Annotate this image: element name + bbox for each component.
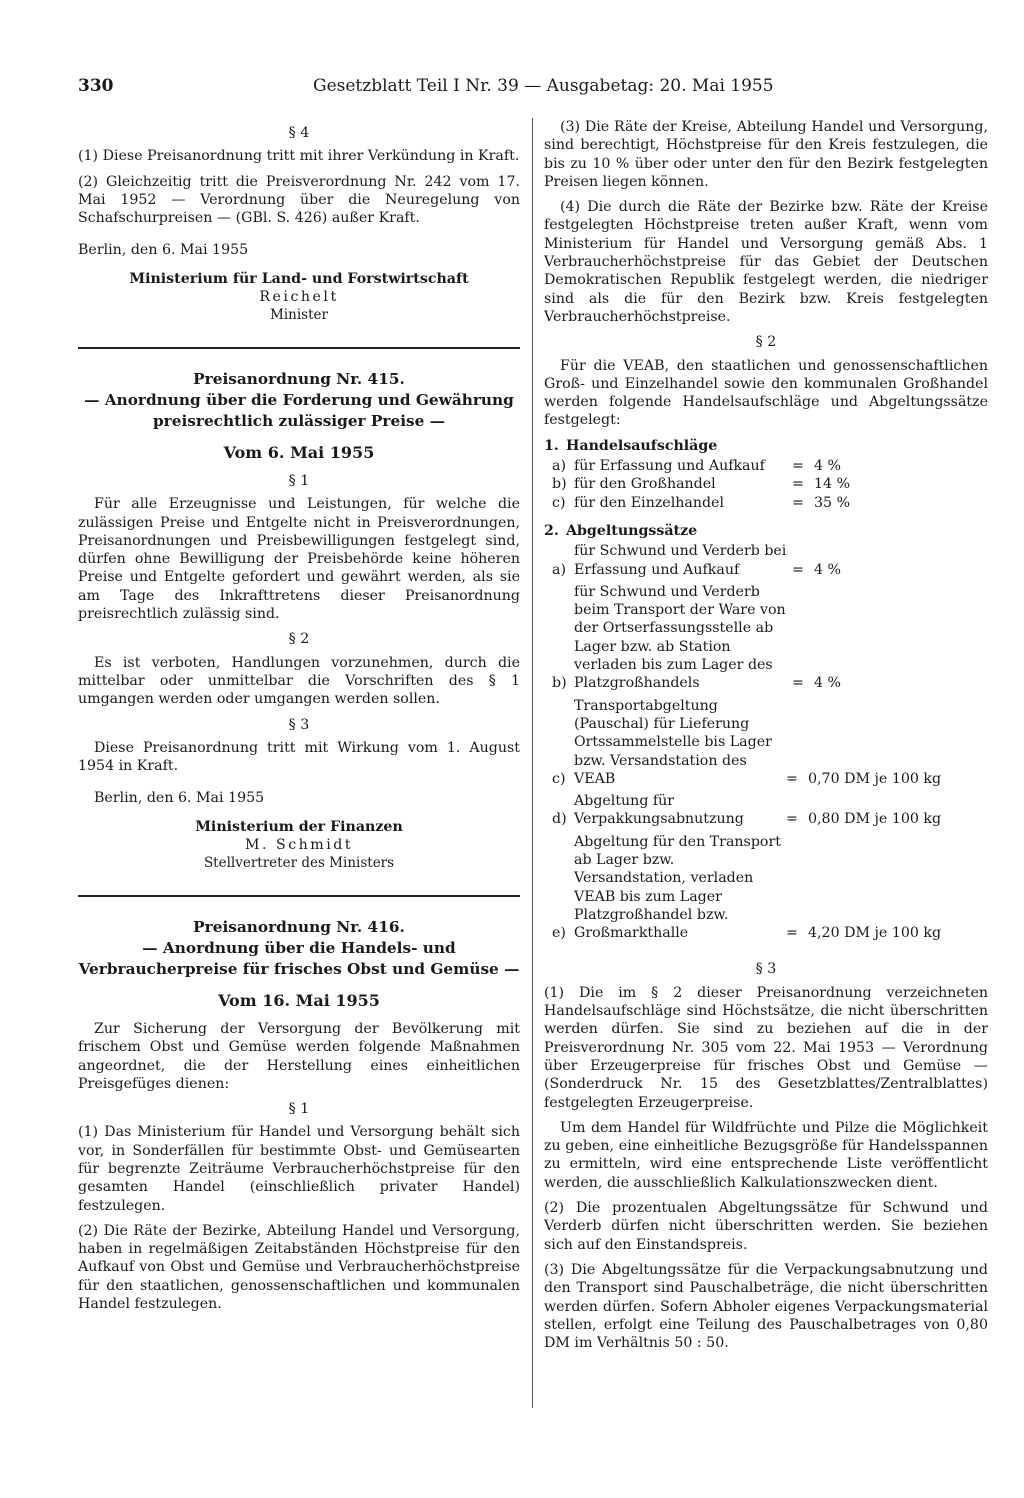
rate-value: 4 % bbox=[814, 458, 842, 475]
section-heading: § 1 bbox=[288, 472, 310, 489]
ordinance-title: Preisanordnung Nr. 415. bbox=[193, 369, 405, 388]
section-heading: § 2 bbox=[755, 334, 777, 351]
paragraph: Es ist verboten, Handlungen vorzunehmen, durch die mittelbar oder unmittelbar die Vorschriften des § 1 umgangen werden oder umgangen werden sollen. bbox=[78, 654, 520, 708]
paragraph: (4) Die durch die Räte der Bezirke bzw. Räte der Kreise festgelegten Höchstpreise treten außer Kraft, wenn vom Ministerium für Handel und Versorgung gemäß Abs. 1 Verbraucherhöchstpreise für das Gebiet der Deutschen Demokratischen Republik festgelegt werden, die niedriger sind als die für den Bezirk bzw. Kreis festgelegten Verbraucherhöchstpreise. bbox=[544, 199, 988, 325]
rate-label: b) bbox=[552, 476, 567, 493]
section-heading: § 4 bbox=[288, 125, 310, 141]
rate-label: e) bbox=[552, 925, 566, 942]
rate-label: a) bbox=[552, 561, 566, 578]
paragraph: (2) Die Räte der Bezirke, Abteilung Handel und Versorgung, haben in regelmäßigen Zeitabständen Höchstpreise für den Aufkauf von Obst und Gemüse und Verbraucherhöchstpreise für den staatlichen, genossenschaftlichen und kommunalen Handel festzulegen. bbox=[78, 1222, 520, 1313]
rate-row bbox=[552, 792, 988, 829]
rate-value: 4 % bbox=[814, 675, 842, 692]
rate-eq: = bbox=[786, 925, 798, 942]
signer-name: Reichelt bbox=[259, 289, 339, 306]
paragraph: (1) Das Ministerium für Handel und Versorgung behält sich vor, in Sonderfällen für bestimmte Obst- und Gemüsearten für begrenzte Zeiträume Verbraucherhöchstpreise für den gesamten Handel (einschließlich privater Handel) festzulegen. bbox=[78, 1124, 520, 1214]
rate-eq: = bbox=[792, 561, 804, 578]
rate-group-title: Handelsaufschläge bbox=[566, 437, 718, 454]
paragraph: (3) Die Räte der Kreise, Abteilung Handel und Versorgung, sind berechtigt, Höchstpreise für den Kreis festzulegen, die bis zu 10 % über oder unter den für den Bezirk festgelegten Preisen liegen können. bbox=[544, 119, 988, 190]
rate-label: c) bbox=[552, 494, 566, 511]
rate-group-number: 1. bbox=[544, 437, 559, 454]
rate-value: 14 % bbox=[814, 476, 851, 493]
paragraph: (2) Gleichzeitig tritt die Preisverordnung Nr. 242 vom 17. Mai 1952 — Verordnung über die Neuregelung von Schafschurpreisen — (GBl. S. 426) außer Kraft. bbox=[78, 173, 520, 227]
rate-eq: = bbox=[792, 675, 804, 692]
ordinance-title: Preisanordnung Nr. 416. bbox=[193, 917, 405, 936]
rate-list bbox=[544, 542, 988, 942]
rate-text: für Schwund und Verderb beim Transport der Ware von der Ortserfassungsstelle ab Lager bzw. ab Station verladen bis zum Lager des Platzgroßhandels bbox=[574, 583, 786, 692]
paragraph: (1) Diese Preisanordnung tritt mit ihrer Verkündung in Kraft. bbox=[78, 148, 520, 165]
rate-label: b) bbox=[552, 675, 567, 692]
rate-eq: = bbox=[792, 476, 804, 493]
place-date: Berlin, den 6. Mai 1955 bbox=[78, 242, 249, 259]
paragraph: Für alle Erzeugnisse und Leistungen, für welche die zulässigen Preise und Entgelte nicht in Preisverordnungen, Preisanordnungen und Preisbewilligungen festgelegt sind, dürfen ohne Bewilligung der Preisbehörde keine höheren Preise und Entgelte gefordert und gewährt werden, als sie am Tage des Inkrafttretens dieser Preisanordnung preisrechtlich zulässig sind. bbox=[78, 496, 520, 623]
rate-row bbox=[552, 583, 988, 693]
rate-value: 4 % bbox=[814, 561, 842, 578]
rate-group-number: 2. bbox=[544, 522, 559, 539]
ordinance-date: Vom 16. Mai 1955 bbox=[218, 990, 380, 1010]
rate-eq: = bbox=[792, 494, 804, 511]
paragraph: (1) Die im § 2 dieser Preisanordnung verzeichneten Handelsaufschläge sind Höchstsätze, die nicht überschritten werden dürfen. Sie sind zu beziehen auf die in der Preisverordnung Nr. 305 vom 22. Mai 1953 — Verordnung über Erzeugerpreise für frisches Obst und Gemüse — (Sonderdruck Nr. 15 des Gesetzblattes/Zentralblattes) festgelegten Erzeugerpreise. bbox=[544, 984, 988, 1111]
section-rule bbox=[78, 347, 520, 349]
rate-value: 35 % bbox=[814, 494, 851, 511]
rate-group-title: Abgeltungssätze bbox=[566, 522, 698, 539]
rate-row bbox=[552, 457, 988, 475]
left-column bbox=[78, 118, 520, 1320]
right-column bbox=[544, 118, 988, 1359]
section-rule bbox=[78, 895, 520, 897]
rate-row bbox=[552, 494, 988, 512]
rate-value: 0,80 DM je 100 kg bbox=[808, 811, 942, 828]
paragraph: Zur Sicherung der Versorgung der Bevölkerung mit frischem Obst und Gemüse werden folgende Maßnahmen angeordnet, die der Herstellung eines einheitlichen Preisgefüges dienen: bbox=[78, 1020, 520, 1092]
rate-text: für den Großhandel bbox=[574, 476, 716, 493]
running-title: Gesetzblatt Teil I Nr. 39 — Ausgabetag: 20. Mai 1955 bbox=[313, 76, 774, 96]
ordinance-date: Vom 6. Mai 1955 bbox=[223, 442, 375, 462]
signer-name: M. Schmidt bbox=[244, 837, 354, 854]
ministry-name: Ministerium der Finanzen bbox=[195, 818, 403, 835]
rate-text: für den Einzelhandel bbox=[574, 494, 724, 511]
place-date: Berlin, den 6. Mai 1955 bbox=[94, 790, 265, 807]
section-heading: § 2 bbox=[288, 631, 310, 648]
rate-text: Abgeltung für Verpakkungsabnutzung bbox=[574, 793, 744, 828]
page-number: 330 bbox=[78, 76, 114, 96]
rate-value: 4,20 DM je 100 kg bbox=[808, 925, 942, 942]
rate-label: a) bbox=[552, 458, 566, 475]
paragraph: (2) Die prozentualen Abgeltungssätze für Schwund und Verderb dürfen nicht überschritten werden. Sie beziehen sich auf den Einstandspreis. bbox=[544, 1200, 988, 1253]
page-header bbox=[78, 76, 998, 100]
rate-label: c) bbox=[552, 770, 566, 787]
signer-role: Minister bbox=[270, 307, 328, 324]
rate-row bbox=[552, 697, 988, 788]
rate-group-heading bbox=[544, 437, 988, 455]
rate-label: d) bbox=[552, 811, 567, 828]
column-divider bbox=[532, 118, 533, 1408]
ministry-name: Ministerium für Land- und Forstwirtschaft bbox=[129, 270, 469, 287]
section-heading: § 3 bbox=[755, 961, 777, 978]
paragraph: Für die VEAB, den staatlichen und genossenschaftlichen Groß- und Einzelhandel sowie den kommunalen Großhandel werden folgende Handelsaufschläge und Abgeltungssätze festgelegt: bbox=[544, 357, 988, 429]
paragraph: Um dem Handel für Wildfrüchte und Pilze die Möglichkeit zu geben, eine einheitliche Bezugsgröße für Handelsspannen zu ermitteln, wird eine entsprechende Liste veröffentlicht werden, die ausschließlich Kalkulationszwecken dient. bbox=[544, 1119, 988, 1191]
rate-text: Abgeltung für den Transport ab Lager bzw. Versandstation, verladen VEAB bis zum Lager Platzgroßhandel bzw. Großmarkthalle bbox=[574, 833, 781, 942]
rate-text: für Schwund und Verderb bei Erfassung und Aufkauf bbox=[574, 543, 787, 578]
ordinance-subtitle: — Anordnung über die Forderung und Gewährung preisrechtlich zulässiger Preise — bbox=[84, 390, 514, 430]
rate-text: Transportabgeltung (Pauschal) für Lieferung Ortssammelstelle bis Lager bzw. Versandstation des VEAB bbox=[574, 697, 772, 787]
rate-text: für Erfassung und Aufkauf bbox=[574, 458, 765, 475]
rate-eq: = bbox=[786, 770, 798, 787]
paragraph: (3) Die Abgeltungssätze für die Verpackungsabnutzung und den Transport sind Pauschalbeträge, die nicht überschritten werden dürfen. Sofern Abholer eigenes Verpackungsmaterial stellen, erfolgt eine Teilung des Pauschalbetrages von 0,80 DM im Verhältnis 50 : 50. bbox=[544, 1261, 988, 1352]
rate-eq: = bbox=[792, 458, 804, 475]
ordinance-subtitle: — Anordnung über die Handels- und Verbraucherpreise für frisches Obst und Gemüse — bbox=[78, 938, 520, 978]
rate-value: 0,70 DM je 100 kg bbox=[808, 770, 942, 787]
rate-eq: = bbox=[786, 811, 798, 828]
paragraph: Diese Preisanordnung tritt mit Wirkung vom 1. August 1954 in Kraft. bbox=[78, 739, 520, 775]
rate-row bbox=[552, 833, 988, 943]
rate-row bbox=[552, 475, 988, 493]
rate-list bbox=[544, 457, 988, 512]
section-heading: § 1 bbox=[288, 1101, 310, 1118]
rate-row bbox=[552, 542, 988, 579]
signer-role: Stellvertreter des Ministers bbox=[203, 855, 395, 872]
section-heading: § 3 bbox=[288, 716, 310, 733]
rate-group-heading bbox=[544, 522, 988, 540]
